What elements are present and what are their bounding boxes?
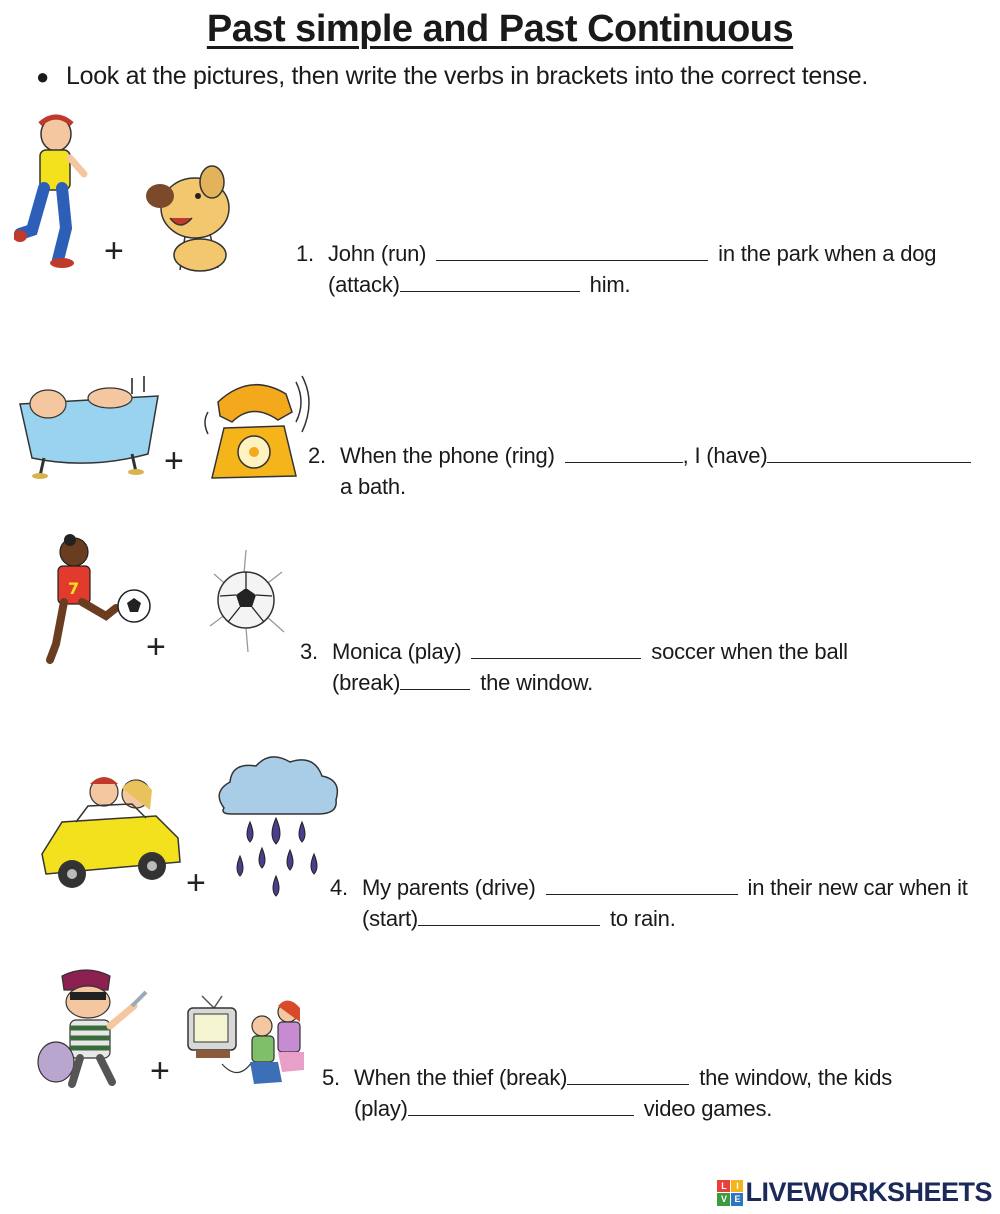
answer-blank[interactable] [418, 906, 600, 926]
exercise-text: him. [589, 272, 631, 297]
exercise-text: (start) [362, 906, 419, 931]
logo-mark-tile: V [717, 1193, 730, 1206]
exercise-text: in the park when a dog [718, 241, 937, 266]
exercise-number: 2. [308, 443, 326, 468]
ball-breaking-wall-picture [204, 544, 290, 656]
answer-blank[interactable] [471, 639, 641, 659]
exercise-text: Monica (play) [332, 639, 462, 664]
thief-picture [36, 966, 154, 1090]
exercise-text: soccer when the ball [651, 639, 848, 664]
answer-blank[interactable] [400, 670, 470, 690]
answer-blank[interactable] [408, 1096, 634, 1116]
plus-sign: + [164, 442, 184, 480]
answer-blank[interactable] [567, 1065, 689, 1085]
exercise-number: 1. [296, 241, 314, 266]
exercise-2 [308, 440, 975, 502]
answer-blank[interactable] [546, 875, 738, 895]
ringing-phone-picture [200, 362, 312, 486]
liveworksheets-logo-icon [717, 1180, 743, 1206]
rain-cloud-picture [210, 752, 344, 912]
plus-sign: + [186, 864, 206, 902]
exercise-text: When the thief (break) [354, 1065, 568, 1090]
logo-text: LIVEWORKSHEETS [745, 1177, 992, 1207]
bullet-icon: ● [36, 64, 49, 89]
kids-video-games-picture [182, 992, 308, 1090]
car-couple-picture [36, 770, 186, 900]
exercise-number: 4. [330, 875, 348, 900]
exercise-text: (play) [354, 1096, 408, 1121]
exercise-5 [322, 1062, 892, 1124]
exercise-text: (attack) [328, 272, 400, 297]
exercise-number: 3. [300, 639, 318, 664]
runner-picture [14, 110, 94, 270]
girl-kicking-ball-picture [30, 534, 154, 666]
answer-blank[interactable] [565, 443, 683, 463]
page-title: Past simple and Past Continuous [206, 8, 794, 50]
exercise-text: to rain. [609, 906, 676, 931]
answer-blank[interactable] [436, 241, 708, 261]
plus-sign: + [150, 1052, 170, 1090]
logo-mark-tile: E [731, 1193, 744, 1206]
exercise-number: 5. [322, 1065, 340, 1090]
exercise-text: the window, the kids [699, 1065, 893, 1090]
exercise-text: the window. [480, 670, 593, 695]
exercise-1 [296, 238, 936, 300]
exercise-4 [330, 872, 968, 934]
exercise-text: (break) [332, 670, 401, 695]
instruction-text: Look at the pictures, then write the verbs in brackets into the correct tense. [66, 62, 869, 90]
plus-sign: + [104, 232, 124, 270]
svg-text:7: 7 [68, 579, 80, 598]
exercise-text: My parents (drive) [362, 875, 536, 900]
plus-sign: + [146, 628, 166, 666]
barking-dog-picture [140, 160, 240, 275]
exercise-text: a bath. [340, 474, 406, 499]
bathtub-picture [14, 368, 164, 480]
logo-mark-tile: L [717, 1180, 730, 1193]
answer-blank[interactable] [400, 272, 580, 292]
liveworksheets-logo [717, 1177, 992, 1208]
exercise-3 [300, 636, 848, 698]
exercise-text: John (run) [328, 241, 427, 266]
logo-mark-tile: I [731, 1180, 744, 1193]
exercise-text: , I (have) [682, 443, 768, 468]
answer-blank[interactable] [767, 443, 971, 463]
exercise-text: in their new car when it [747, 875, 968, 900]
exercise-text: When the phone (ring) [340, 443, 555, 468]
exercise-text: video games. [643, 1096, 773, 1121]
instruction [36, 62, 868, 91]
